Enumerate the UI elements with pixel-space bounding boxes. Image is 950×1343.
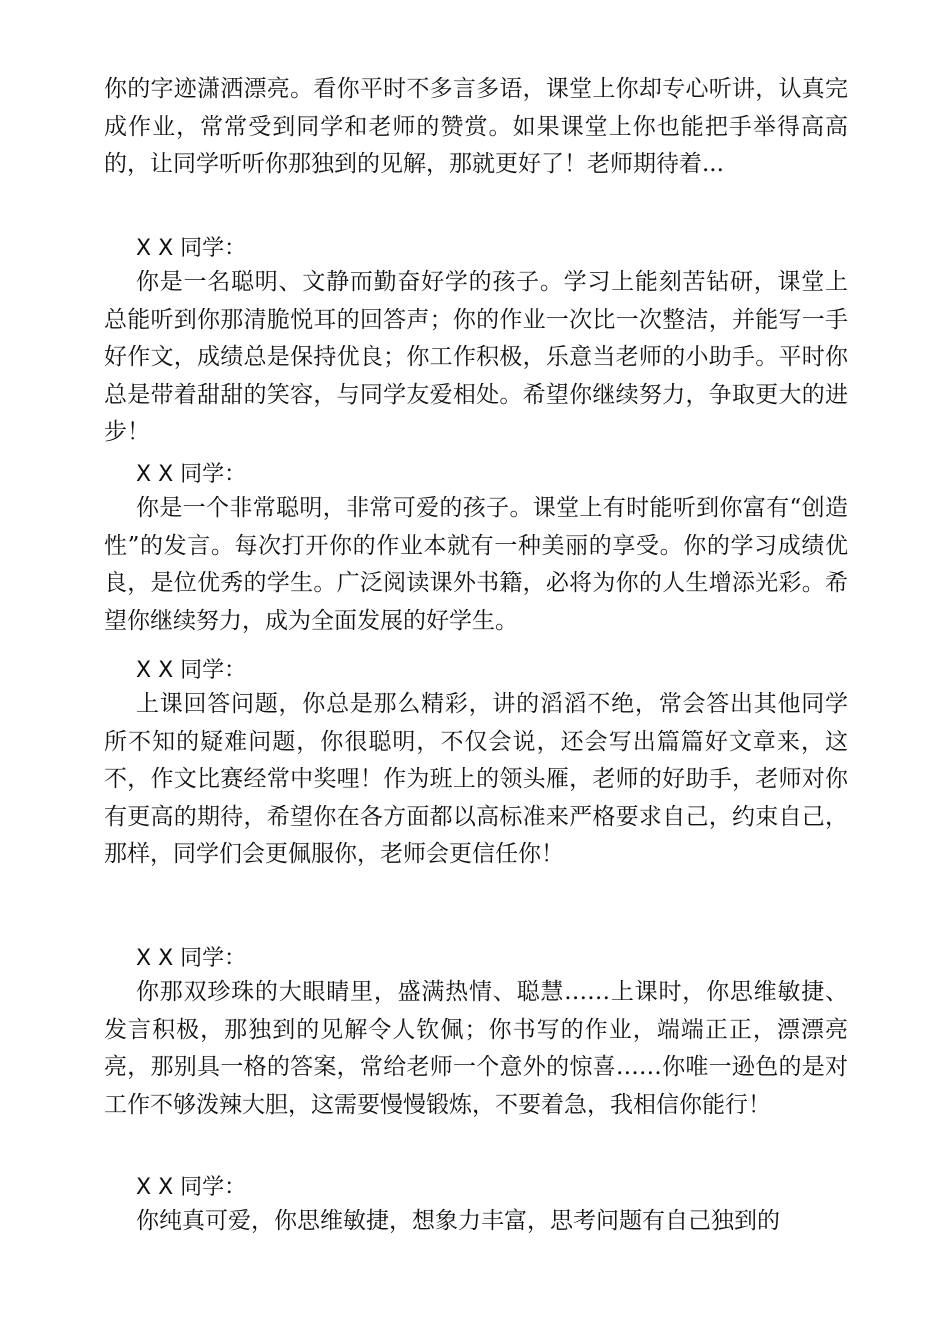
comment-paragraph-4 xyxy=(104,974,848,1124)
comment-paragraph-1 xyxy=(104,264,848,452)
paragraph-text: 你那双珍珠的大眼睛里，盛满热情、聪慧……上课时，你思维敏捷、发言积极，那独到的见解令人钦佩；你书写的作业，端端正正，漂漂亮亮，那别具一格的答案，常给老师一个意外的惊喜……你唯一逊色的是对工作不够泼辣大胆，这需要慢慢锻炼，不要着急，我相信你能行！ xyxy=(104,979,848,1118)
comment-paragraph-5 xyxy=(104,1203,848,1241)
paragraph-text: 你的字迹潇洒漂亮。看你平时不多言多语，课堂上你却专心听讲，认真完成作业，常常受到同学和老师的赞赏。如果课堂上你也能把手举得高高的，让同学听听你那独到的见解，那就更好了！老师期待着... xyxy=(104,76,848,177)
paragraph-text: 你是一名聪明、文静而勤奋好学的孩子。学习上能刻苦钻研，课堂上总能听到你那清脆悦耳的回答声；你的作业一次比一次整洁，并能写一手好作文，成绩总是保持优良；你工作积极，乐意当老师的小助手。平时你总是带着甜甜的笑容，与同学友爱相处。希望你继续努力，争取更大的进步！ xyxy=(104,269,848,445)
salutation-5: X X 同学： xyxy=(136,1175,247,1200)
intro-paragraph xyxy=(104,71,848,184)
comment-paragraph-2 xyxy=(104,490,848,640)
salutation-2: X X 同学： xyxy=(136,462,247,487)
paragraph-text: 你纯真可爱，你思维敏捷，想象力丰富，思考问题有自己独到的 xyxy=(136,1208,780,1234)
paragraph-text: 上课回答问题，你总是那么精彩，讲的滔滔不绝，常会答出其他同学所不知的疑难问题，你很聪明，不仅会说，还会写出篇篇好文章来，这不，作文比赛经常中奖哩！作为班上的领头雁，老师的好助手，老师对你有更高的期待，希望你在各方面都以高标准来严格要求自己，约束自己，那样，同学们会更佩服你，老师会更信任你！ xyxy=(104,691,848,867)
paragraph-text: 你是一个非常聪明，非常可爱的孩子。课堂上有时能听到你富有“创造性”的发言。每次打开你的作业本就有一种美丽的享受。你的学习成绩优良，是位优秀的学生。广泛阅读课外书籍，必将为你的人生增添光彩。希望你继续努力，成为全面发展的好学生。 xyxy=(104,495,848,634)
salutation-3: X X 同学： xyxy=(136,658,247,683)
salutation-1: X X 同学： xyxy=(136,236,247,261)
salutation-4: X X 同学： xyxy=(136,946,247,971)
comment-paragraph-3 xyxy=(104,686,848,874)
